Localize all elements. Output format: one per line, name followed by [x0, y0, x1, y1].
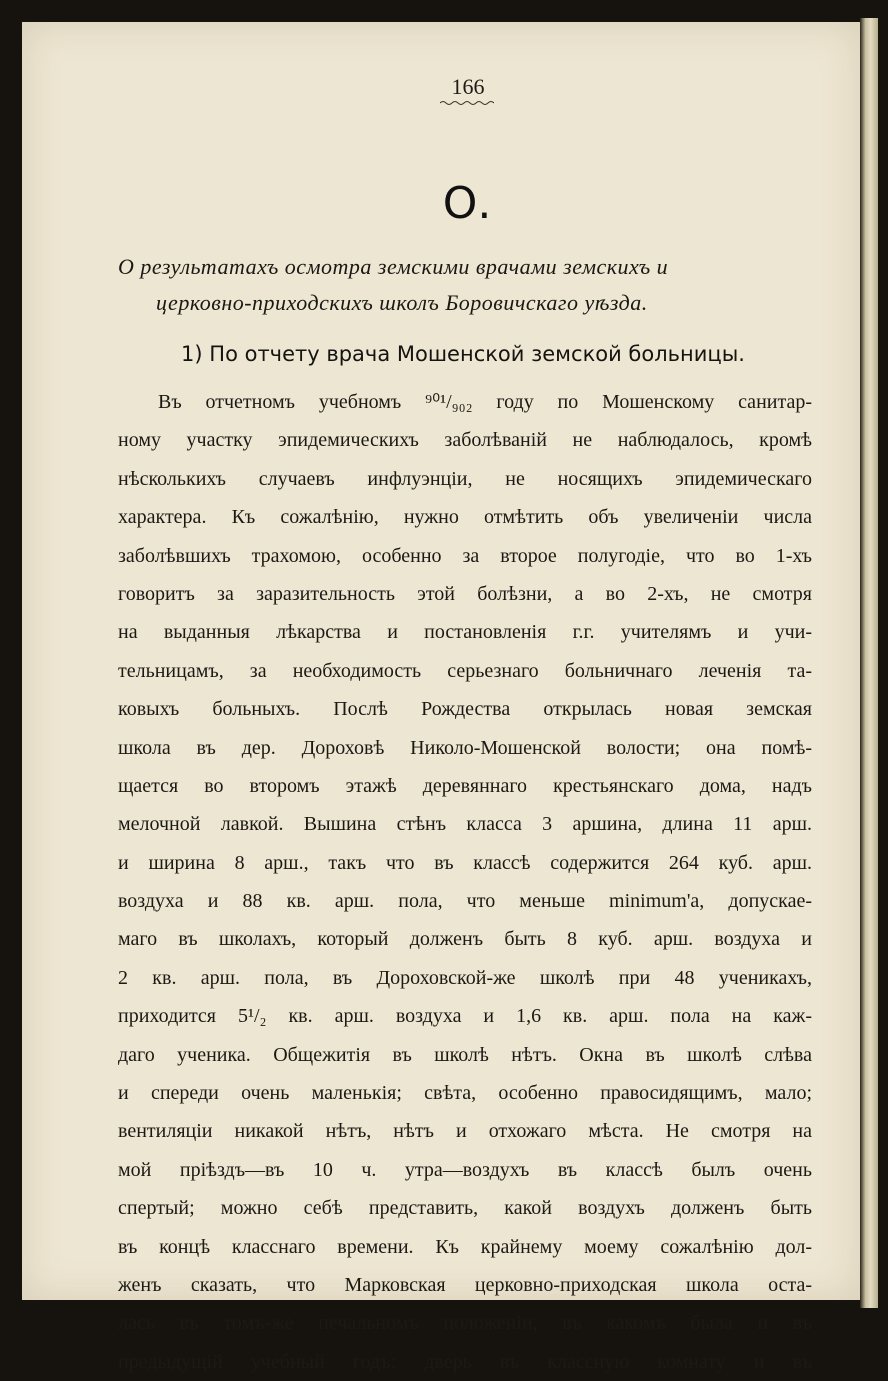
body-line: вентиляціи никакой нѣтъ, нѣтъ и отхожаго мѣста. Не смотря на [118, 1120, 812, 1143]
body-line: предыдущій учебный годъ: дверь въ классную комнату и въ [118, 1350, 812, 1373]
body-line: нѣсколькихъ случаевъ инфлуэнціи, не носящихъ эпидемическаго [118, 467, 812, 490]
body-line: заболѣвшихъ трахомою, особенно за второе полугодіе, что во 1-хъ [118, 544, 812, 567]
body-line: мелочной лавкой. Вышина стѣнъ класса 3 аршина, длина 11 арш. [118, 813, 812, 836]
body-line: спертый; можно себѣ представить, какой воздухъ долженъ быть [118, 1197, 812, 1220]
body-line: на выданныя лѣкарства и постановленія г.г. учителямъ и учи- [118, 621, 812, 644]
body-line: говоритъ за заразительность этой болѣзни, а во 2-хъ, не смотря [118, 582, 812, 605]
body-line: и спереди очень маленькія; свѣта, особенно правосидящимъ, мало; [118, 1082, 812, 1105]
body-line: ному участку эпидемическихъ заболѣваній не наблюдалось, кромѣ [118, 429, 812, 452]
body-line: приходится 5¹/₂ кв. арш. воздуха и 1,6 кв. арш. пола на каж- [118, 1005, 812, 1028]
body-line: характера. Къ сожалѣнію, нужно отмѣтить объ увеличеніи числа [118, 506, 812, 529]
body-line: и ширина 8 арш., такъ что въ классѣ содержится 264 куб. арш. [118, 851, 812, 874]
body-line: маго въ школахъ, который долженъ быть 8 куб. арш. воздуха и [118, 928, 812, 951]
body-line: въ концѣ класснаго времени. Къ крайнему моему сожалѣнію дол- [118, 1235, 812, 1258]
body-line: женъ сказать, что Марковская церковно-приходская школа оста- [118, 1273, 812, 1296]
body-line: лась въ томъ-же печальномъ положеніи, въ какомъ была и въ [118, 1312, 812, 1335]
page-number-ornament [440, 100, 494, 106]
body-text [118, 383, 812, 1381]
page-number: 166 [451, 74, 485, 99]
body-line: даго ученика. Общежитія въ школѣ нѣтъ. Окна въ школѣ слѣва [118, 1043, 812, 1066]
subheading: 1) По отчету врача Мошенской земской больницы. [181, 342, 745, 366]
body-line: воздуха и 88 кв. арш. пола, что меньше minimum'а, допускае- [118, 890, 812, 913]
heading-line-1: О результатахъ осмотра земскими врачами земскихъ и [118, 254, 669, 279]
heading-line-2: церковно-приходскихъ школъ Боровичскаго уѣзда. [156, 290, 648, 315]
section-letter: О. [442, 178, 492, 229]
body-line: ковыхъ больныхъ. Послѣ Рождества открылась новая земская [118, 698, 812, 721]
body-line: Въ отчетномъ учебномъ ⁹⁰¹/₉₀₂ году по Мошенскому санитар- [158, 391, 812, 413]
body-line: школа въ дер. Дороховѣ Николо-Мошенской волости; она помѣ- [118, 736, 812, 759]
body-line: тельницамъ, за необходимость серьезнаго больничнаго леченія та- [118, 659, 812, 682]
body-line: мой пріѣздъ—въ 10 ч. утра—воздухъ въ классѣ былъ очень [118, 1158, 812, 1181]
body-line: щается во второмъ этажѣ деревяннаго крестьянскаго дома, надъ [118, 774, 812, 797]
body-line: 2 кв. арш. пола, въ Дороховской-же школѣ при 48 ученикахъ, [118, 966, 812, 989]
